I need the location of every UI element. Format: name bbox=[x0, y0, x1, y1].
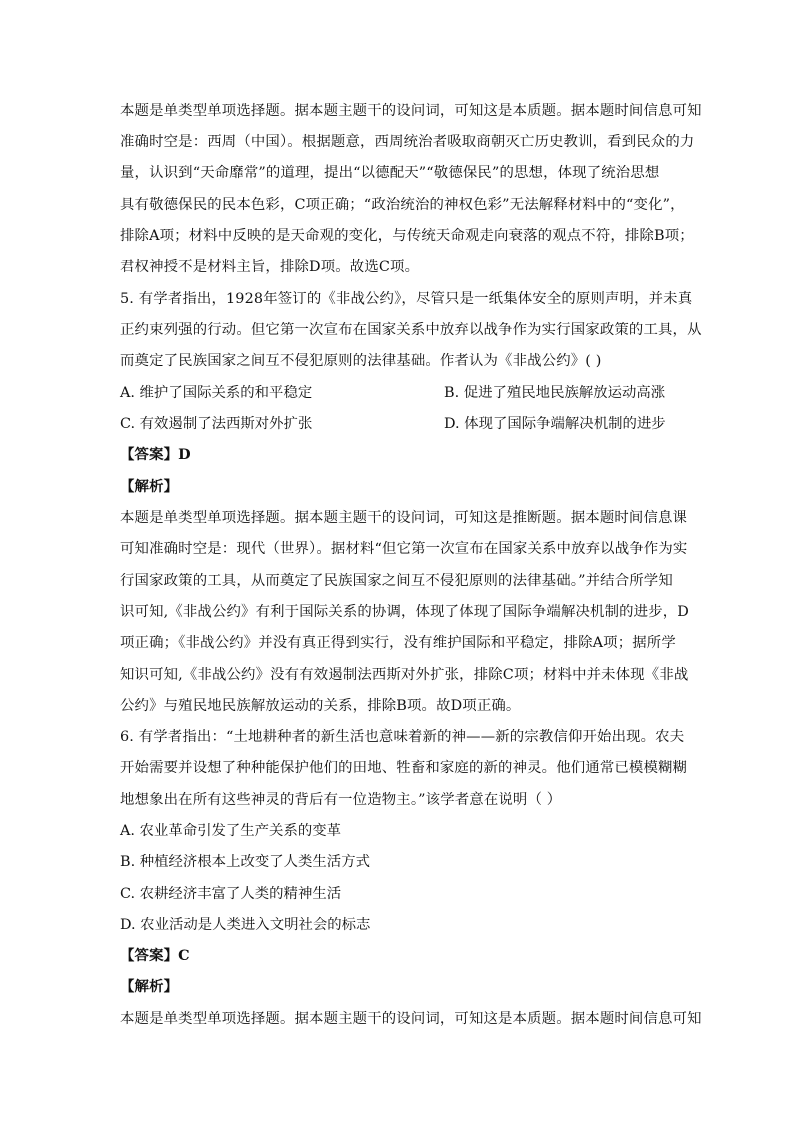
question-5-option-b: B. 促进了殖民地民族解放运动高涨 bbox=[444, 385, 666, 401]
question-6-option-a: A. 农业革命引发了生产关系的变革 bbox=[120, 823, 342, 839]
analysis-line: 公约》与殖民地民族解放运动的关系，排除B项。故D项正确。 bbox=[120, 698, 521, 714]
question-6-option-b: B. 种植经济根本上改变了人类生活方式 bbox=[120, 854, 370, 870]
analysis-line: 排除A项；材料中反映的是天命观的变化，与传统天命观走向衰落的观点不符，排除B项； bbox=[120, 228, 694, 244]
question-6-option-d: D. 农业活动是人类进入文明社会的标志 bbox=[120, 917, 371, 933]
question-5-option-a: A. 维护了国际关系的和平稳定 bbox=[120, 385, 313, 401]
question-5-analysis-title: 【解析】 bbox=[120, 478, 179, 495]
question-5-stem: 5. 有学者指出，1928年签订的《非战公约》，尽管只是一纸集体安全的原则声明，并未真 bbox=[120, 291, 693, 307]
question-6-option-c: C. 农耕经济丰富了人类的精神生活 bbox=[120, 886, 342, 902]
question-5-stem: 而奠定了民族国家之间互不侵犯原则的法律基础。作者认为《非战公约》( ) bbox=[120, 353, 602, 369]
question-5-answer: 【答案】D bbox=[120, 446, 191, 463]
analysis-line: 本题是单类型单项选择题。据本题主题干的设问词，可知这是本质题。据本题时间信息可知 bbox=[120, 1011, 702, 1027]
analysis-line: 行国家政策的工具，从而奠定了民族国家之间互不侵犯原则的法律基础。”并结合所学知 bbox=[120, 573, 673, 589]
analysis-line: 具有敬德保民的民本色彩，C项正确；“政治统治的神权色彩”无法解释材料中的“变化”， bbox=[120, 197, 685, 213]
analysis-line: 知识可知,《非战公约》没有有效遏制法西斯对外扩张，排除C项；材料中并未体现《非战 bbox=[120, 667, 689, 683]
question-6-stem: 地想象出在所有这些神灵的背后有一位造物主。”该学者意在说明（ ） bbox=[120, 792, 562, 808]
question-6-answer: 【答案】C bbox=[120, 947, 190, 964]
question-6-stem: 6. 有学者指出：“土地耕种者的新生活也意味着新的神——新的宗教信仰开始出现。农夫 bbox=[120, 729, 685, 745]
analysis-line: 准确时空是：西周（中国）。根据题意，西周统治者吸取商朝灭亡历史教训，看到民众的力 bbox=[120, 134, 695, 150]
analysis-line: 量，认识到“天命靡常”的道理，提出“以德配天”“敬德保民”的思想，体现了统治思想 bbox=[120, 165, 660, 181]
question-5-option-d: D. 体现了国际争端解决机制的进步 bbox=[444, 416, 666, 432]
analysis-line: 本题是单类型单项选择题。据本题主题干的设问词，可知这是本质题。据本题时间信息可知 bbox=[120, 103, 702, 119]
question-6-stem: 开始需要并设想了种种能保护他们的田地、牲畜和家庭的新的神灵。他们通常已模模糊糊 bbox=[120, 760, 688, 776]
analysis-line: 识可知,《非战公约》有利于国际关系的协调，体现了体现了国际争端解决机制的进步，D bbox=[120, 604, 689, 620]
analysis-line: 项正确；《非战公约》并没有真正得到实行，没有维护国际和平稳定，排除A项；据所学 bbox=[120, 635, 676, 651]
question-5-option-c: C. 有效遏制了法西斯对外扩张 bbox=[120, 416, 313, 432]
analysis-line: 本题是单类型单项选择题。据本题主题干的设问词，可知这是推断题。据本题时间信息课 bbox=[120, 510, 688, 526]
analysis-line: 可知准确时空是：现代（世界）。据材料“但它第一次宣布在国家关系中放弃以战争作为实 bbox=[120, 541, 688, 557]
question-5-stem: 正约束列强的行动。但它第一次宣布在国家关系中放弃以战争作为实行国家政策的工具，从 bbox=[120, 322, 702, 338]
analysis-line: 君权神授不是材料主旨，排除D项。故选C项。 bbox=[120, 259, 420, 275]
question-6-analysis-title: 【解析】 bbox=[120, 978, 179, 995]
